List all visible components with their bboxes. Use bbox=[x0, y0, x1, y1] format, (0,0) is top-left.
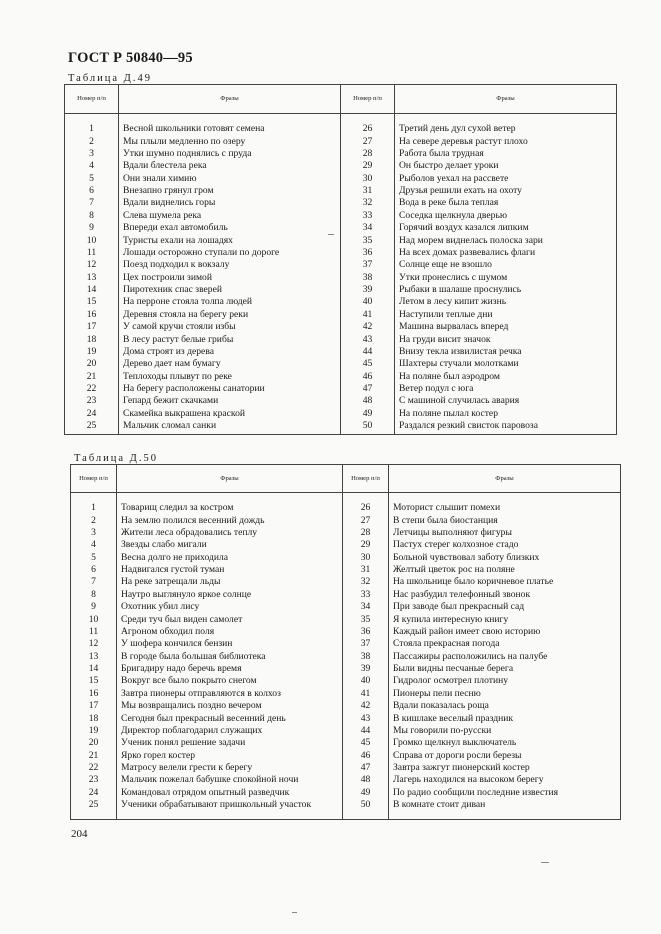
table-49 bbox=[64, 84, 617, 435]
table-row bbox=[65, 247, 617, 259]
phrase-cell: С машиной случилась авария bbox=[395, 395, 617, 407]
row-number: 42 bbox=[343, 700, 389, 712]
row-number: 48 bbox=[341, 395, 395, 407]
table-row bbox=[65, 210, 617, 222]
phrase-cell: Мальчик сломал санки bbox=[119, 420, 341, 435]
phrase-cell: На поляне был аэродром bbox=[395, 371, 617, 383]
phrase-cell: Цех построили зимой bbox=[119, 272, 341, 284]
spacer-cell bbox=[119, 114, 341, 124]
phrase-cell: Соседка щелкнула дверью bbox=[395, 210, 617, 222]
phrase-cell: Мы плыли медленно по озеру bbox=[119, 135, 341, 147]
phrase-cell: Шахтеры стучали молотками bbox=[395, 358, 617, 370]
row-number: 8 bbox=[71, 589, 117, 601]
row-number: 21 bbox=[71, 750, 117, 762]
phrase-cell: Гепард бежит скачками bbox=[119, 395, 341, 407]
phrase-cell: Мы возвращались поздно вечером bbox=[117, 700, 343, 712]
table-row bbox=[65, 197, 617, 209]
spacer-cell bbox=[71, 493, 117, 503]
row-number: 22 bbox=[65, 383, 119, 395]
phrase-cell: На поляне пылал костер bbox=[395, 408, 617, 420]
row-number: 1 bbox=[65, 123, 119, 135]
column-header-number: Номер п/п bbox=[341, 85, 395, 114]
row-number: 50 bbox=[343, 799, 389, 820]
phrase-cell: Друзья решили ехать на охоту bbox=[395, 185, 617, 197]
row-number: 45 bbox=[341, 358, 395, 370]
row-number: 19 bbox=[71, 725, 117, 737]
row-number: 29 bbox=[341, 160, 395, 172]
row-number: 2 bbox=[65, 135, 119, 147]
row-number: 36 bbox=[343, 626, 389, 638]
row-number: 30 bbox=[343, 552, 389, 564]
phrase-cell: Среди туч был виден самолет bbox=[117, 613, 343, 625]
table-row bbox=[71, 725, 621, 737]
phrase-cell: Туристы ехали на лошадях bbox=[119, 234, 341, 246]
phrase-cell: Директор поблагодарил служащих bbox=[117, 725, 343, 737]
table-row bbox=[71, 663, 621, 675]
phrase-cell: На землю полился весенний дождь bbox=[117, 514, 343, 526]
phrase-cell: Сегодня был прекрасный весенний день bbox=[117, 712, 343, 724]
document-header: ГОСТ Р 50840—95 bbox=[68, 50, 193, 66]
phrase-cell: Раздался резкий свисток паровоза bbox=[395, 420, 617, 435]
row-number: 31 bbox=[341, 185, 395, 197]
row-number: 37 bbox=[343, 638, 389, 650]
table-row bbox=[71, 527, 621, 539]
phrase-cell: Они знали химию bbox=[119, 173, 341, 185]
table-row bbox=[65, 272, 617, 284]
table-row bbox=[65, 284, 617, 296]
row-number: 7 bbox=[65, 197, 119, 209]
phrase-cell: Мальчик пожелал бабушке спокойной ночи bbox=[117, 774, 343, 786]
phrase-cell: Машина вырвалась вперед bbox=[395, 321, 617, 333]
phrase-cell: На севере деревья растут плохо bbox=[395, 135, 617, 147]
phrase-cell: В степи была биостанция bbox=[389, 514, 621, 526]
table-row bbox=[65, 395, 617, 407]
row-number: 13 bbox=[71, 651, 117, 663]
row-number: 11 bbox=[71, 626, 117, 638]
table-row bbox=[65, 371, 617, 383]
phrase-cell: Справа от дороги росли березы bbox=[389, 750, 621, 762]
phrase-cell: По радио сообщили последние известия bbox=[389, 787, 621, 799]
row-number: 4 bbox=[71, 539, 117, 551]
row-number: 2 bbox=[71, 514, 117, 526]
row-number: 16 bbox=[65, 309, 119, 321]
phrase-cell: Впереди ехал автомобиль bbox=[119, 222, 341, 234]
row-number: 40 bbox=[341, 296, 395, 308]
column-header-number: Номер п/п bbox=[71, 465, 117, 493]
row-number: 21 bbox=[65, 371, 119, 383]
table-row bbox=[71, 762, 621, 774]
phrase-cell: Гидролог осмотрел плотину bbox=[389, 675, 621, 687]
row-number: 34 bbox=[341, 222, 395, 234]
table-row bbox=[71, 750, 621, 762]
table-row bbox=[65, 135, 617, 147]
row-number: 3 bbox=[65, 148, 119, 160]
phrase-cell: В кишлаке веселый праздник bbox=[389, 712, 621, 724]
table-row bbox=[65, 123, 617, 135]
phrase-cell: Бригадиру надо беречь время bbox=[117, 663, 343, 675]
row-number: 15 bbox=[65, 296, 119, 308]
spacer-cell bbox=[343, 493, 389, 503]
phrase-cell: У шофера кончился бензин bbox=[117, 638, 343, 650]
table-row bbox=[65, 358, 617, 370]
table-row bbox=[65, 148, 617, 160]
row-number: 19 bbox=[65, 346, 119, 358]
phrase-cell: Матросу велели грести к берегу bbox=[117, 762, 343, 774]
table-row bbox=[65, 173, 617, 185]
phrase-cell: Желтый цветок рос на поляне bbox=[389, 564, 621, 576]
phrase-cell: Жители леса обрадовались теплу bbox=[117, 527, 343, 539]
row-number: 5 bbox=[65, 173, 119, 185]
row-number: 32 bbox=[343, 576, 389, 588]
phrase-cell: Слева шумела река bbox=[119, 210, 341, 222]
row-number: 25 bbox=[65, 420, 119, 435]
row-number: 46 bbox=[343, 750, 389, 762]
table-row bbox=[71, 675, 621, 687]
phrase-cell: Ученики обрабатывают пришкольный участок bbox=[117, 799, 343, 820]
phrase-cell: Стояла прекрасная погода bbox=[389, 638, 621, 650]
row-number: 38 bbox=[341, 272, 395, 284]
table-row bbox=[71, 576, 621, 588]
row-number: 33 bbox=[343, 589, 389, 601]
row-number: 25 bbox=[71, 799, 117, 820]
phrase-cell: На груди висит значок bbox=[395, 333, 617, 345]
table-row bbox=[71, 626, 621, 638]
column-header-number: Номер п/п bbox=[343, 465, 389, 493]
phrase-cell: Весной школьники готовят семена bbox=[119, 123, 341, 135]
table-row bbox=[71, 502, 621, 514]
phrase-cell: В лесу растут белые грибы bbox=[119, 333, 341, 345]
phrase-cell: Завтра пионеры отправляются в колхоз bbox=[117, 688, 343, 700]
phrase-cell: Работа была трудная bbox=[395, 148, 617, 160]
row-number: 38 bbox=[343, 651, 389, 663]
table-50-caption: Таблица Д.50 bbox=[74, 453, 158, 464]
phrase-cell: Горячий воздух казался липким bbox=[395, 222, 617, 234]
row-number: 40 bbox=[343, 675, 389, 687]
row-number: 14 bbox=[71, 663, 117, 675]
phrase-cell: В городе была большая библиотека bbox=[117, 651, 343, 663]
row-number: 43 bbox=[341, 333, 395, 345]
table-row bbox=[71, 799, 621, 820]
row-number: 12 bbox=[65, 259, 119, 271]
row-number: 24 bbox=[65, 408, 119, 420]
row-number: 35 bbox=[341, 234, 395, 246]
phrase-cell: На берегу расположены санатории bbox=[119, 383, 341, 395]
phrase-cell: Над морем виднелась полоска зари bbox=[395, 234, 617, 246]
row-number: 34 bbox=[343, 601, 389, 613]
phrase-cell: Вдали показалась роща bbox=[389, 700, 621, 712]
page-number: 204 bbox=[71, 828, 88, 840]
phrase-cell: Летом в лесу кипит жизнь bbox=[395, 296, 617, 308]
row-number: 9 bbox=[65, 222, 119, 234]
phrase-cell: Вдали блестела река bbox=[119, 160, 341, 172]
row-number: 18 bbox=[65, 333, 119, 345]
table-row bbox=[65, 185, 617, 197]
row-number: 30 bbox=[341, 173, 395, 185]
phrase-cell: Поезд подходил к вокзалу bbox=[119, 259, 341, 271]
phrase-cell: Летчицы выполняют фигуры bbox=[389, 527, 621, 539]
row-number: 10 bbox=[71, 613, 117, 625]
row-number: 26 bbox=[341, 123, 395, 135]
phrase-cell: Ярко горел костер bbox=[117, 750, 343, 762]
table-row bbox=[65, 160, 617, 172]
phrase-cell: Наступили теплые дни bbox=[395, 309, 617, 321]
phrase-cell: Ветер подул с юга bbox=[395, 383, 617, 395]
phrase-cell: Теплоходы плывут по реке bbox=[119, 371, 341, 383]
phrase-cell: Третий день дул сухой ветер bbox=[395, 123, 617, 135]
phrase-cell: Утки шумно поднялись с пруда bbox=[119, 148, 341, 160]
phrase-cell: Наутро выглянуло яркое солнце bbox=[117, 589, 343, 601]
phrase-cell: Больной чувствовал заботу близких bbox=[389, 552, 621, 564]
table-row bbox=[65, 346, 617, 358]
phrase-cell: Деревня стояла на берегу реки bbox=[119, 309, 341, 321]
spacer-cell bbox=[341, 114, 395, 124]
phrase-cell: Он быстро делает уроки bbox=[395, 160, 617, 172]
phrase-cell: Агроном обходил поля bbox=[117, 626, 343, 638]
phrase-cell: Пастух стерег колхозное стадо bbox=[389, 539, 621, 551]
phrase-cell: Громко щелкнул выключатель bbox=[389, 737, 621, 749]
phrase-cell: Моторист слышит помехи bbox=[389, 502, 621, 514]
row-number: 39 bbox=[343, 663, 389, 675]
phrase-cell: Лагерь находился на высоком берегу bbox=[389, 774, 621, 786]
spacer-cell bbox=[65, 114, 119, 124]
table-spacer-row bbox=[71, 493, 621, 503]
table-row bbox=[65, 420, 617, 435]
row-number: 12 bbox=[71, 638, 117, 650]
phrase-cell: Охотник убил лису bbox=[117, 601, 343, 613]
column-header-phrases: Фразы bbox=[389, 465, 621, 493]
phrase-cell: Вода в реке была теплая bbox=[395, 197, 617, 209]
row-number: 48 bbox=[343, 774, 389, 786]
row-number: 10 bbox=[65, 234, 119, 246]
row-number: 37 bbox=[341, 259, 395, 271]
spacer-cell bbox=[389, 493, 621, 503]
table-row bbox=[65, 309, 617, 321]
row-number: 32 bbox=[341, 197, 395, 209]
row-number: 26 bbox=[343, 502, 389, 514]
phrase-cell: Командовал отрядом опытный разведчик bbox=[117, 787, 343, 799]
phrase-cell: Нас разбудил телефонный звонок bbox=[389, 589, 621, 601]
table-row bbox=[65, 408, 617, 420]
phrase-cell: При заводе был прекрасный сад bbox=[389, 601, 621, 613]
table-row bbox=[71, 552, 621, 564]
row-number: 15 bbox=[71, 675, 117, 687]
phrase-cell: Внезапно грянул гром bbox=[119, 185, 341, 197]
row-number: 23 bbox=[71, 774, 117, 786]
table-row bbox=[71, 613, 621, 625]
scan-mark bbox=[292, 912, 297, 913]
row-number: 41 bbox=[343, 688, 389, 700]
table-row bbox=[65, 222, 617, 234]
table-row bbox=[71, 564, 621, 576]
row-number: 27 bbox=[341, 135, 395, 147]
phrase-cell: Звезды слабо мигали bbox=[117, 539, 343, 551]
phrase-cell: Надвигался густой туман bbox=[117, 564, 343, 576]
row-number: 36 bbox=[341, 247, 395, 259]
table-row bbox=[65, 321, 617, 333]
phrase-cell: Лошади осторожно ступали по дороге bbox=[119, 247, 341, 259]
row-number: 28 bbox=[343, 527, 389, 539]
table-49-caption: Таблица Д.49 bbox=[68, 73, 152, 84]
spacer-cell bbox=[395, 114, 617, 124]
phrase-cell: Дерево дает нам бумагу bbox=[119, 358, 341, 370]
row-number: 7 bbox=[71, 576, 117, 588]
row-number: 17 bbox=[71, 700, 117, 712]
table-row bbox=[65, 259, 617, 271]
phrase-cell: Мы говорили по-русски bbox=[389, 725, 621, 737]
table-row bbox=[71, 589, 621, 601]
row-number: 6 bbox=[65, 185, 119, 197]
row-number: 4 bbox=[65, 160, 119, 172]
table-row bbox=[65, 234, 617, 246]
row-number: 42 bbox=[341, 321, 395, 333]
row-number: 33 bbox=[341, 210, 395, 222]
row-number: 35 bbox=[343, 613, 389, 625]
table-row bbox=[71, 774, 621, 786]
phrase-cell: Вдали виднелись горы bbox=[119, 197, 341, 209]
table-row bbox=[71, 514, 621, 526]
row-number: 14 bbox=[65, 284, 119, 296]
column-header-number: Номер п/п bbox=[65, 85, 119, 114]
row-number: 18 bbox=[71, 712, 117, 724]
table-row bbox=[71, 712, 621, 724]
table-row bbox=[71, 688, 621, 700]
phrase-cell: На школьнице было коричневое платье bbox=[389, 576, 621, 588]
row-number: 50 bbox=[341, 420, 395, 435]
phrase-cell: Скамейка выкрашена краской bbox=[119, 408, 341, 420]
row-number: 44 bbox=[343, 725, 389, 737]
table-row bbox=[71, 787, 621, 799]
phrase-cell: Рыбаки в шалаше проснулись bbox=[395, 284, 617, 296]
row-number: 24 bbox=[71, 787, 117, 799]
table-row bbox=[65, 383, 617, 395]
phrase-cell: Пиротехник спас зверей bbox=[119, 284, 341, 296]
row-number: 6 bbox=[71, 564, 117, 576]
row-number: 13 bbox=[65, 272, 119, 284]
row-number: 49 bbox=[343, 787, 389, 799]
row-number: 11 bbox=[65, 247, 119, 259]
row-number: 8 bbox=[65, 210, 119, 222]
table-row bbox=[71, 700, 621, 712]
row-number: 45 bbox=[343, 737, 389, 749]
row-number: 16 bbox=[71, 688, 117, 700]
row-number: 17 bbox=[65, 321, 119, 333]
table-row bbox=[65, 296, 617, 308]
spacer-cell bbox=[117, 493, 343, 503]
scan-mark bbox=[541, 862, 549, 863]
row-number: 47 bbox=[341, 383, 395, 395]
row-number: 1 bbox=[71, 502, 117, 514]
phrase-cell: Пионеры пели песню bbox=[389, 688, 621, 700]
phrase-cell: У самой кручи стояли избы bbox=[119, 321, 341, 333]
phrase-cell: Внизу текла извилистая речка bbox=[395, 346, 617, 358]
table-row bbox=[71, 539, 621, 551]
phrase-cell: Я купила интересную книгу bbox=[389, 613, 621, 625]
phrase-cell: Пассажиры расположились на палубе bbox=[389, 651, 621, 663]
table-row bbox=[71, 601, 621, 613]
row-number: 5 bbox=[71, 552, 117, 564]
phrase-cell: В комнате стоит диван bbox=[389, 799, 621, 820]
row-number: 27 bbox=[343, 514, 389, 526]
table-row bbox=[71, 651, 621, 663]
row-number: 28 bbox=[341, 148, 395, 160]
row-number: 23 bbox=[65, 395, 119, 407]
row-number: 41 bbox=[341, 309, 395, 321]
row-number: 9 bbox=[71, 601, 117, 613]
row-number: 3 bbox=[71, 527, 117, 539]
scan-mark bbox=[328, 234, 334, 235]
row-number: 43 bbox=[343, 712, 389, 724]
row-number: 47 bbox=[343, 762, 389, 774]
phrase-cell: Солнце еще не взошло bbox=[395, 259, 617, 271]
column-header-phrases: Фразы bbox=[117, 465, 343, 493]
phrase-cell: Ученик понял решение задачи bbox=[117, 737, 343, 749]
phrase-cell: Каждый район имеет свою историю bbox=[389, 626, 621, 638]
row-number: 49 bbox=[341, 408, 395, 420]
row-number: 44 bbox=[341, 346, 395, 358]
phrase-cell: Утки пронеслись с шумом bbox=[395, 272, 617, 284]
phrase-cell: На реке затрещали льды bbox=[117, 576, 343, 588]
table-row bbox=[71, 638, 621, 650]
row-number: 20 bbox=[65, 358, 119, 370]
row-number: 22 bbox=[71, 762, 117, 774]
row-number: 46 bbox=[341, 371, 395, 383]
phrase-cell: Дома строят из дерева bbox=[119, 346, 341, 358]
table-50 bbox=[70, 464, 621, 820]
phrase-cell: На всех домах развевались флаги bbox=[395, 247, 617, 259]
row-number: 31 bbox=[343, 564, 389, 576]
table-row bbox=[65, 333, 617, 345]
column-header-phrases: Фразы bbox=[119, 85, 341, 114]
row-number: 39 bbox=[341, 284, 395, 296]
phrase-cell: Были видны песчаные берега bbox=[389, 663, 621, 675]
table-spacer-row bbox=[65, 114, 617, 124]
row-number: 20 bbox=[71, 737, 117, 749]
phrase-cell: Рыболов уехал на рассвете bbox=[395, 173, 617, 185]
phrase-cell: Весна долго не приходила bbox=[117, 552, 343, 564]
phrase-cell: Завтра зажгут пионерский костер bbox=[389, 762, 621, 774]
phrase-cell: Вокруг все было покрыто снегом bbox=[117, 675, 343, 687]
phrase-cell: Товарищ следил за костром bbox=[117, 502, 343, 514]
phrase-cell: На перроне стояла толпа людей bbox=[119, 296, 341, 308]
table-row bbox=[71, 737, 621, 749]
row-number: 29 bbox=[343, 539, 389, 551]
column-header-phrases: Фразы bbox=[395, 85, 617, 114]
